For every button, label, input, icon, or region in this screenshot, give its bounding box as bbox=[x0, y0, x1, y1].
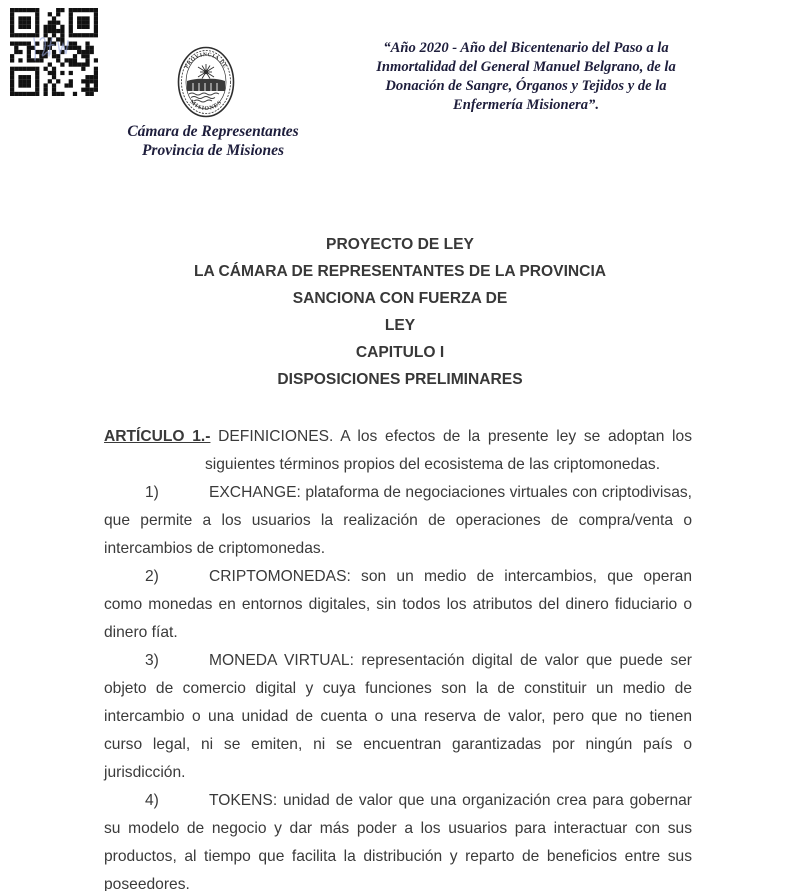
seal-top-text: PROVINCIA DE bbox=[183, 51, 229, 70]
article-number-label: ARTÍCULO 1.- bbox=[104, 428, 211, 445]
body-line-text: DEFINICIONES. A los efectos de la presente ley se adoptan los bbox=[218, 428, 692, 445]
title-line: LEY bbox=[384, 317, 416, 334]
body-line bbox=[104, 507, 692, 535]
provincial-seal bbox=[176, 45, 236, 119]
organization-line-2: Provincia de Misiones bbox=[141, 142, 285, 159]
title-line: PROYECTO DE LEY bbox=[326, 236, 474, 253]
seal-bottom-text: MISIONES bbox=[188, 99, 224, 113]
organization-name bbox=[103, 122, 323, 160]
body-line bbox=[104, 815, 692, 843]
body-line-text: curso legal, ni se emiten, ni se encuentran garantizadas por ningún país o bbox=[104, 736, 692, 753]
body-line bbox=[104, 479, 692, 507]
title-block bbox=[0, 231, 800, 393]
body-line bbox=[104, 563, 692, 591]
body-line-text: jurisdicción. bbox=[104, 764, 186, 781]
year-motto-line: Enfermería Misionera”. bbox=[453, 97, 599, 113]
qr-code-image bbox=[10, 8, 98, 96]
body-line-text: su modelo de negocio y dar más poder a los usuarios para interactuar con sus bbox=[104, 820, 692, 837]
list-item-number: 2) bbox=[145, 568, 159, 585]
body-line bbox=[104, 675, 692, 703]
body-line-text: CRIPTOMONEDAS: son un medio de intercambios, que operan bbox=[209, 568, 692, 585]
body-line bbox=[104, 871, 692, 891]
body-line bbox=[104, 619, 692, 647]
body-line-text: TOKENS: unidad de valor que una organización crea para gobernar bbox=[209, 792, 692, 809]
body-line-text: dinero fíat. bbox=[104, 624, 178, 641]
body-line bbox=[104, 731, 692, 759]
body-line bbox=[104, 759, 692, 787]
year-motto-line: Inmortalidad del General Manuel Belgrano, de la bbox=[376, 59, 676, 75]
year-motto-line: “Año 2020 - Año del Bicentenario del Paso a la bbox=[383, 40, 669, 56]
body-line bbox=[104, 423, 692, 451]
body-line-text: objeto de comercio digital y cuya funciones son la de constituir un medio de bbox=[104, 680, 692, 697]
body-line bbox=[104, 451, 692, 479]
title-line: SANCIONA CON FUERZA DE bbox=[292, 290, 508, 307]
year-motto-line: Donación de Sangre, Órganos y Tejidos y de la bbox=[385, 78, 667, 94]
body-line-text: MONEDA VIRTUAL: representación digital de valor que puede ser bbox=[209, 652, 692, 669]
body-line-text: siguientes términos propios del ecosistema de las criptomonedas. bbox=[205, 456, 661, 473]
body-line-text: poseedores. bbox=[104, 876, 190, 891]
body-line-text: productos, al tiempo que facilita la distribución y reparto de beneficios entre sus bbox=[104, 848, 692, 865]
title-line: CAPITULO I bbox=[355, 344, 445, 361]
body-line bbox=[104, 591, 692, 619]
body-line bbox=[104, 703, 692, 731]
body-line-text: como monedas en entornos digitales, sin todos los atributos del dinero fiduciario o bbox=[104, 596, 692, 613]
body-line bbox=[104, 647, 692, 675]
body-line bbox=[104, 535, 692, 563]
body-line-text: EXCHANGE: plataforma de negociaciones virtuales con criptodivisas, bbox=[209, 484, 692, 501]
year-motto bbox=[350, 39, 702, 115]
body-line-text: intercambios de criptomonedas. bbox=[104, 540, 326, 557]
body-line bbox=[104, 787, 692, 815]
body-line bbox=[104, 843, 692, 871]
body-line-text: que permite a los usuarios la realización de operaciones de compra/venta o bbox=[104, 512, 692, 529]
organization-line-1: Cámara de Representantes bbox=[127, 123, 299, 140]
list-item-number: 1) bbox=[145, 484, 159, 501]
list-item-number: 3) bbox=[145, 652, 159, 669]
title-line: LA CÁMARA DE REPRESENTANTES DE LA PROVINCIA bbox=[193, 263, 607, 280]
list-item-number: 4) bbox=[145, 792, 159, 809]
title-line: DISPOSICIONES PRELIMINARES bbox=[277, 371, 523, 388]
article-body bbox=[104, 423, 692, 891]
body-line-text: intercambio o una unidad de cuenta o una reserva de valor, pero que no tienen bbox=[104, 708, 692, 725]
qr-code bbox=[10, 8, 98, 96]
